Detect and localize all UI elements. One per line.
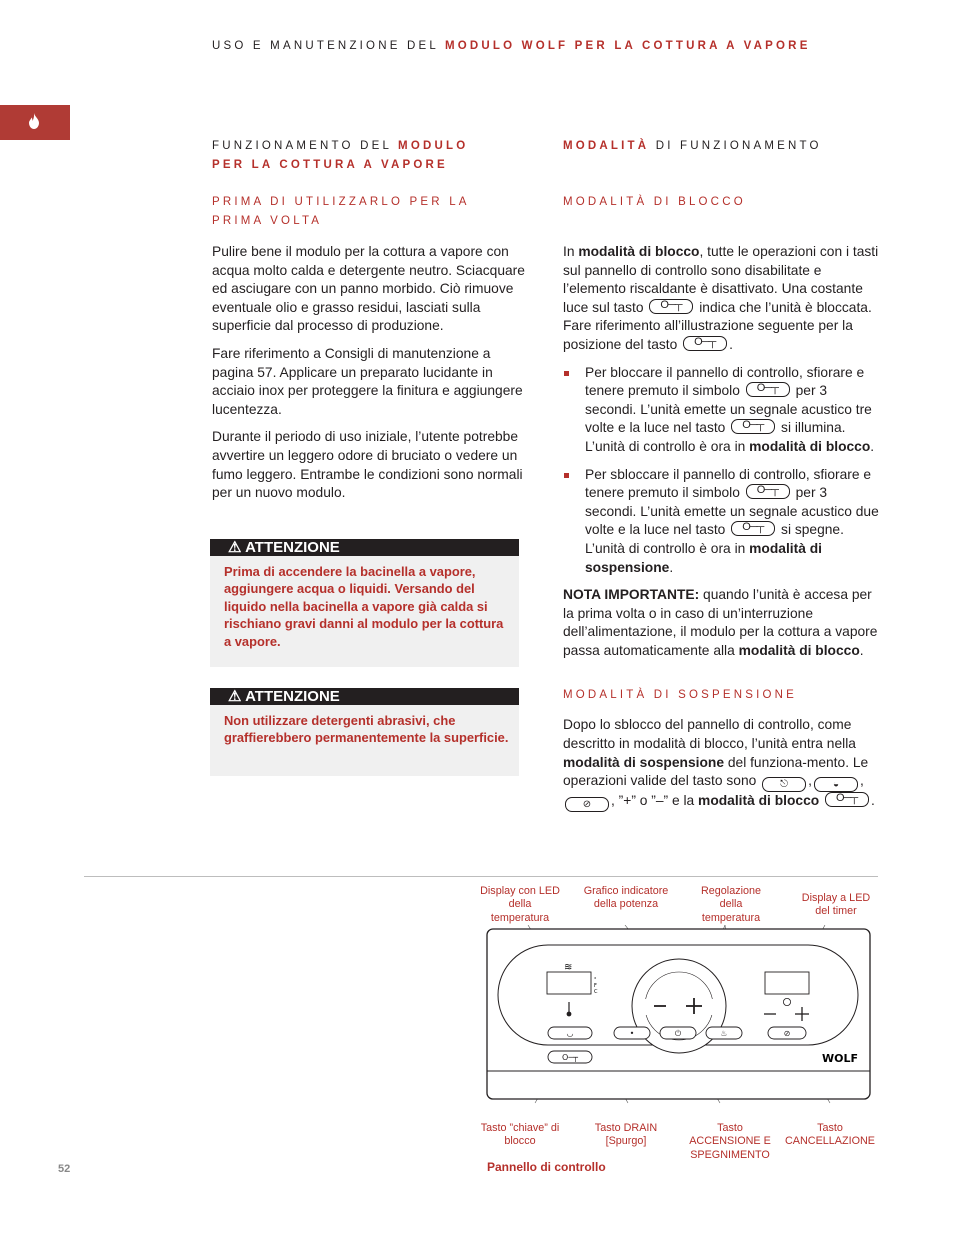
- diagram-label: Display con LED della temperatura: [480, 885, 560, 924]
- paragraph: Fare riferimento a Consigli di manutenzione a pagina 57. Applicare un preparato lucidante in acciaio inox per proteggere la finitura e aggiungere lucentezza.: [212, 345, 523, 417]
- svg-text:⏻: ⏻: [674, 1029, 682, 1038]
- svg-text:O─┬: O─┬: [562, 1053, 578, 1062]
- key-icon: [649, 299, 693, 314]
- warning-header: [210, 688, 519, 705]
- paragraph: Durante il periodo di uso iniziale, l’utente potrebbe avvertire un leggero odore di bruciato o vedere un fumo leggero. Entrambe le condizioni sono normali per un nuovo modulo.: [212, 429, 523, 501]
- text-bold: modalità di sospensione: [585, 540, 822, 575]
- warning-box: [210, 539, 519, 667]
- svg-text:⊘: ⊘: [783, 1029, 791, 1038]
- section-title: [212, 137, 532, 175]
- text: per 3 secondi. L’unità emette un segnale acustico tre volte e la luce nel tasto: [585, 383, 872, 436]
- text: indica che l’unità è bloccata. Fare riferimento all’illustrazione seguente per la posizione del tasto: [563, 299, 872, 352]
- cancel-icon: ⊘: [565, 797, 609, 812]
- text-bold: modalità di blocco: [749, 438, 871, 454]
- title-accent: MODALITÀ: [563, 140, 650, 152]
- control-panel-diagram: [480, 925, 880, 1105]
- title-accent: PER LA COTTURA A VAPORE: [212, 159, 448, 171]
- text-bold: modalità di blocco: [578, 244, 700, 259]
- diagram-label: Regolazione della temperatura: [700, 885, 762, 924]
- warning-text: Non utilizzare detergenti abrasivi, che graffierebbero permanentemente la superficie.: [224, 713, 509, 746]
- key-icon: [731, 419, 775, 434]
- bullet-item: [563, 466, 881, 578]
- svg-text:≋: ≋: [564, 962, 573, 973]
- warning-box: [210, 688, 519, 776]
- title-accent: MODULO: [398, 140, 469, 152]
- running-header: [212, 40, 811, 52]
- text: si illumina. L’unità di controllo è ora in: [585, 420, 846, 454]
- text: del funziona-mento. Le operazioni valide del tasto sono: [563, 754, 869, 789]
- text: .: [859, 642, 864, 658]
- text: Per sbloccare il pannello di controllo, sfiorare e tenere premuto il simbolo: [585, 466, 872, 501]
- warning-icon: ⚠: [228, 688, 242, 705]
- text: Per bloccare il pannello di controllo, sfiorare e tenere premuto il simbolo: [585, 364, 865, 399]
- warning-title: ATTENZIONE: [245, 688, 340, 705]
- text-bold: modalità di blocco: [738, 642, 860, 658]
- wolf-logo: WOLF: [821, 1052, 858, 1065]
- subsection-title: [212, 193, 532, 231]
- text: per 3 secondi. L’unità emette un segnale acustico due volte e la luce nel tasto: [585, 485, 879, 538]
- diagram-label: Tasto ACCENSIONE E SPEGNIMENTO: [689, 1122, 771, 1161]
- svg-text:♨: ♨: [720, 1029, 728, 1038]
- bullet-item: [563, 364, 881, 457]
- drain-icon: ◒: [814, 777, 858, 792]
- power-icon: ⎋: [762, 777, 806, 792]
- key-icon: [683, 336, 727, 351]
- note-label: NOTA IMPORTANTE:: [563, 587, 700, 603]
- key-icon: [746, 484, 790, 499]
- key-icon: [731, 521, 775, 536]
- page-number: 52: [58, 1163, 71, 1175]
- note-paragraph: [563, 586, 881, 660]
- unit-c: C: [594, 989, 598, 995]
- subsection-title: MODALITÀ DI SOSPENSIONE: [563, 689, 797, 702]
- text-bold: modalità di blocco: [698, 793, 820, 809]
- diagram-label: Tasto ”chiave” di blocco: [480, 1122, 560, 1148]
- title-plain: DI FUNZIONAMENTO: [655, 140, 822, 152]
- diagram-label: Display a LED del timer: [801, 892, 871, 918]
- subtitle-line: PRIMA VOLTA: [212, 215, 323, 227]
- flame-icon: [28, 113, 40, 133]
- subsection-title: MODALITÀ DI BLOCCO: [563, 196, 746, 208]
- text: .: [729, 336, 733, 352]
- subtitle-line: PRIMA DI UTILIZZARLO PER LA: [212, 196, 470, 208]
- text: , tutte le operazioni con i tasti sul pannello di controllo sono disabilitate e l’elemento riscaldante è disattivato. Una costante luce sul tasto: [563, 244, 879, 315]
- svg-text:•: •: [629, 1029, 635, 1038]
- title-plain: FUNZIONAMENTO DEL: [212, 140, 392, 152]
- text-bold: modalità di sospensione: [563, 754, 724, 770]
- paragraph: [563, 243, 881, 355]
- text: Dopo lo sblocco del pannello di controllo, come descritto in modalità di blocco, l’unità entra nella: [563, 717, 856, 752]
- text: .: [669, 559, 674, 575]
- divider: [84, 876, 878, 877]
- text: .: [871, 793, 875, 809]
- diagram-label: Tasto CANCELLAZIONE: [785, 1122, 875, 1148]
- right-column: [563, 137, 883, 821]
- diagram-label: Grafico indicatore della potenza: [583, 885, 669, 911]
- header-prefix: USO E MANUTENZIONE DEL: [212, 40, 439, 52]
- paragraph: Dopo lo sblocco del pannello di controllo, come descritto in modalità di blocco, l’unità entra nella modalità di sospensione del funziona-mento. Le operazioni valide del tasto sono ⎋ , ◒ ,⊘ , ”+” o ”–” e la modalità di blocco O─┬ .: [563, 716, 883, 812]
- text: In: [563, 244, 575, 259]
- left-column: [212, 137, 532, 512]
- warning-icon: ⚠: [228, 539, 242, 556]
- warning-title: ATTENZIONE: [245, 539, 340, 556]
- diagram-caption: Pannello di controllo: [487, 1160, 606, 1174]
- key-icon: [746, 382, 790, 397]
- text: , ”+” o ”–” e la: [611, 793, 695, 809]
- diagram-label: Tasto DRAIN [Spurgo]: [594, 1122, 658, 1148]
- text: quando l’unità è accesa per la prima volta o in caso di un’interruzione dell’alimentazione, il modulo per la cottura a vapore passa automaticamente alla: [563, 587, 878, 658]
- section-tab: [0, 105, 70, 140]
- unit-degree: °: [594, 977, 597, 983]
- section-title: [563, 137, 883, 156]
- warning-header: [210, 539, 519, 556]
- unit-f: F: [594, 983, 597, 989]
- text: .: [870, 438, 875, 454]
- header-accent: MODULO WOLF PER LA COTTURA A VAPORE: [444, 40, 811, 52]
- text: si spegne. L’unità di controllo è ora in: [585, 522, 844, 556]
- warning-text: Prima di accendere la bacinella a vapore, aggiungere acqua o liquidi. Versando del liquido nella bacinella a vapore già calda si rischiano gravi danni al modulo per la cottura a vapore.: [224, 564, 504, 649]
- svg-text:◡: ◡: [566, 1029, 574, 1038]
- paragraph: Pulire bene il modulo per la cottura a vapore con acqua molto calda e detergente neutro. Sciacquare ed asciugare con un panno morbido. Ciò rimuove eventuale olio e grasso residui, lasciati sulla superficie dal processo di produzione.: [212, 244, 525, 334]
- key-icon: [825, 792, 869, 807]
